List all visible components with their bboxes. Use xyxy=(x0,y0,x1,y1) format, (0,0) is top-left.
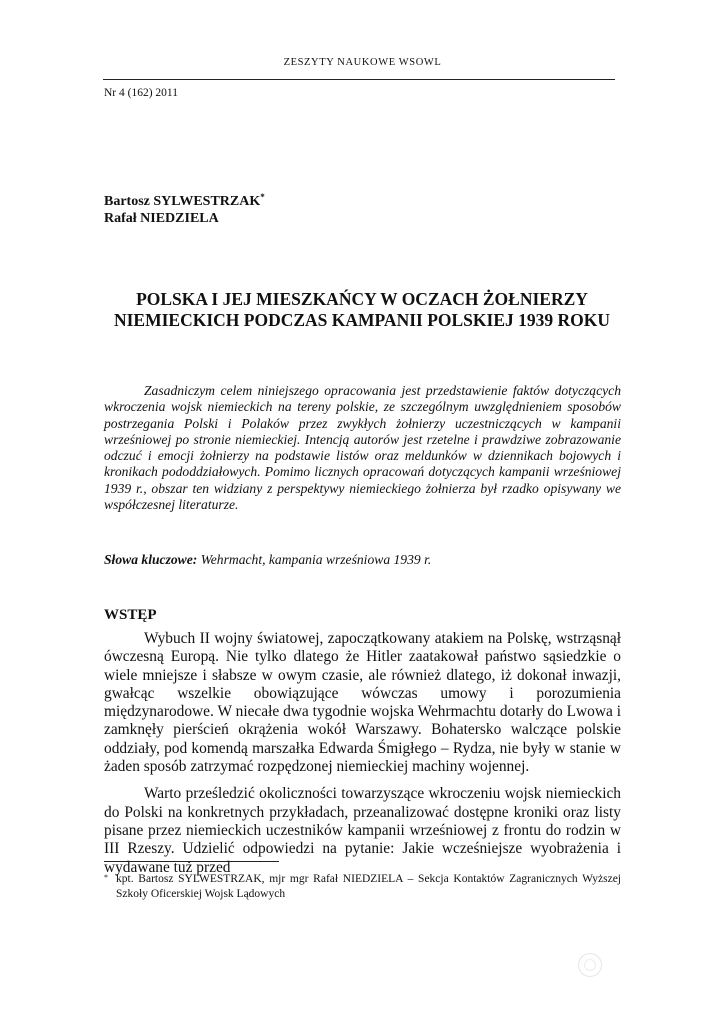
author-2: Rafał NIEDZIELA xyxy=(104,211,219,226)
article-title xyxy=(104,289,620,331)
keywords-label: Słowa kluczowe: xyxy=(104,552,198,567)
abstract: Zasadniczym celem niniejszego opracowania jest przedstawienie faktów dotyczących wkroczenia wojsk niemieckich na tereny polskie, ze szczególnym uwzględnieniem sposobów postrzegania Polski i Polaków przez zwykłych żołnierzy uczestniczących w kampanii wrześniowej po stronie niemieckiej. Intencją autorów jest rzetelne i prawdziwe zobrazowanie odczuć i emocji żołnierzy na podstawie listów oraz meldunków w dziennikach bojowych i kronikach pododdziałowych. Pomimo licznych opracowań dotyczących kampanii wrześniowej 1939 r., obszar ten widziany z perspektywy niemieckiego żołnierza był rzadko opisywany we współczesnej literaturze. xyxy=(104,383,621,513)
author-footnote-mark: * xyxy=(260,192,265,202)
title-line-1: POLSKA I JEJ MIESZKAŃCY W OCZACH ŻOŁNIERZY xyxy=(136,289,588,309)
header-rule xyxy=(103,79,615,80)
keywords-value: Wehrmacht, kampania wrześniowa 1939 r. xyxy=(200,552,432,567)
paragraph: Warto prześledzić okoliczności towarzyszące wkroczeniu wojsk niemieckich do Polski na konkretnych przykładach, przeanalizować dostępne kroniki oraz listy pisane przez niemieckich uczestników kampanii wrześniowej z frontu do rodzin w III Rzeszy. Udzielić odpowiedzi na pytanie: Jakie wcześniejsze wyobrażenia i wydawane tuż przed xyxy=(104,785,621,876)
author-1-name: Bartosz SYLWESTRZAK xyxy=(104,194,261,209)
watermark-seal xyxy=(578,953,602,977)
authors-block xyxy=(104,193,265,227)
footnote-mark: * xyxy=(104,873,108,882)
body-text xyxy=(104,630,621,886)
author-1 xyxy=(104,193,265,210)
footnote-rule xyxy=(104,861,279,862)
footnote xyxy=(104,872,621,902)
title-line-2: NIEMIECKICH PODCZAS KAMPANII POLSKIEJ 1939 ROKU xyxy=(113,310,611,330)
journal-header: ZESZYTY NAUKOWE WSOWL xyxy=(283,57,442,68)
keywords xyxy=(104,552,621,568)
issue-number: Nr 4 (162) 2011 xyxy=(104,87,178,99)
paragraph: Wybuch II wojny światowej, zapoczątkowany atakiem na Polskę, wstrząsnął ówczesną Europą. Nie tylko dlatego że Hitler zaatakował państwo sąsiedzkie o wiele mniejsze i słabsze w owym czasie, ale również dlatego, iż dokonał inwazji, gwałcąc wszelkie obowiązujące wówczas umowy i porozumienia międzynarodowe. W niecałe dwa tygodnie wojska Wehrmachtu dotarły do Lwowa i zamknęły pierścień okrążenia wokół Warszawy. Bohatersko walczące polskie oddziały, pod komendą marszałka Edwarda Śmigłego – Rydza, nie były w stanie w żaden sposób zatrzymać rozpędzonej niemieckiej machiny wojennej. xyxy=(104,630,621,776)
footnote-text: kpt. Bartosz SYLWESTRZAK, mjr mgr Rafał NIEDZIELA – Sekcja Kontaktów Zagranicznych Wyższej Szkoły Oficerskiej Wojsk Lądowych xyxy=(116,873,621,900)
section-heading: WSTĘP xyxy=(104,607,157,623)
